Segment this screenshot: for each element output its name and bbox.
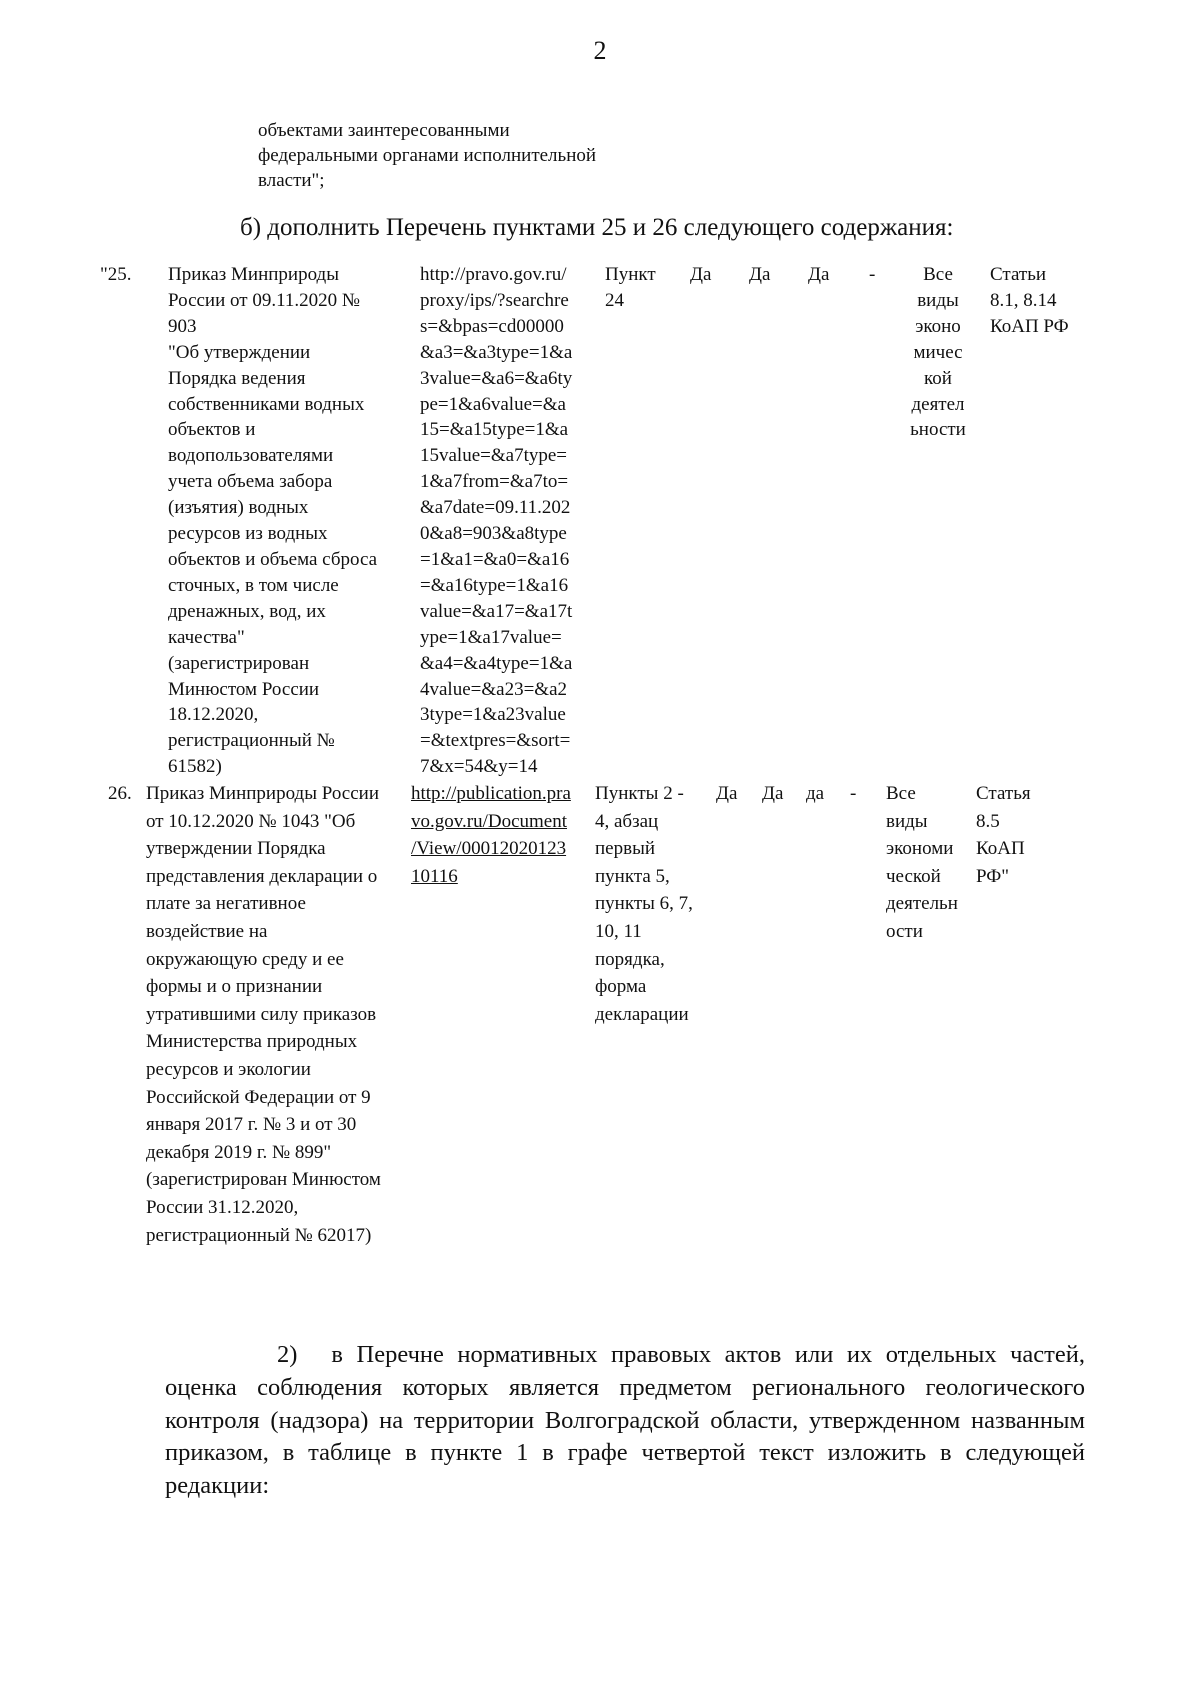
act-link[interactable]: http://pravo.gov.ru/ proxy/ips/?searchre s=&bpas=cd00000 &a3=&a3type=1&a 3value=&a6=&a6ty pe=1&a6value=&a 15=&a15type=1&a 15value=&a7type= 1&a7from=&a7to= &a7date=09.11.202 0&a8=903&a8type =1&a1=&a0=&a16 =&a16type=1&a16 value=&a17=&a17t ype=1&a17value= &a4=&a4type=1&a 4value=&a23=&a2 3type=1&a23value =&textpres=&sort= 7&x=54&y=14 — [420, 264, 573, 778]
applies-yes-2: Да — [762, 783, 784, 804]
clause-reference: Пункт 24 — [605, 264, 656, 311]
row-number: "25. — [100, 264, 132, 285]
act-title: Приказ Минприроды России от 10.12.2020 № 1043 "Об утверждении Порядка представления декларации о плате за негативное воздействие на окружающую среду и ее формы и о признании утратившими силу приказов Министерства природных ресурсов и экологии Российской Федерации от 9 января 2017 г. № 3 и от 30 декабря 2019 г. № 899" (зарегистрирован Минюстом России 31.12.2020, регистрационный № 62017) — [146, 783, 381, 1246]
clause-reference: Пункты 2 - 4, абзац первый пункта 5, пункты 6, 7, 10, 11 порядка, форма декларации — [595, 783, 693, 1025]
act-link[interactable]: http://publication.pra vo.gov.ru/Document /View/00012020123 10116 — [411, 783, 571, 887]
subheading: б) дополнить Перечень пунктами 25 и 26 следующего содержания: — [240, 214, 954, 241]
dash-cell: - — [850, 783, 857, 804]
row-number: 26. — [108, 783, 132, 804]
dash-cell: - — [869, 264, 876, 285]
intro-line: объектами заинтересованными — [258, 120, 510, 141]
paragraph-number: 2) — [277, 1341, 298, 1368]
paragraph-text: в Перечне нормативных правовых актов или их отдельных частей, оценка соблюдения которых является предметом регионального геологического контроля (надзора) на территории Волгоградской области, утвержденном названным приказом, в таблице в пункте 1 в графе четвертой текст изложить в следующей редакции: — [165, 1341, 1085, 1500]
koap-articles: Статьи 8.1, 8.14 КоАП РФ — [990, 264, 1069, 337]
act-title: Приказ Минприроды России от 09.11.2020 № 903 "Об утверждении Порядка ведения собственниками водных объектов и водопользователями учета объема забора (изъятия) водных ресурсов из водных объектов и объема сброса сточных, в том числе дренажных, вод, их качества" (зарегистрирован Минюстом России 18.12.2020, регистрационный № 61582) — [168, 264, 378, 778]
applies-yes-3: Да — [808, 264, 830, 285]
page-number: 2 — [593, 36, 607, 65]
applies-yes-2: Да — [749, 264, 771, 285]
activity-types: Все виды эконо мичес кой деятел ьности — [910, 264, 966, 441]
activity-types: Все виды экономи ческой деятельн ости — [886, 783, 958, 942]
applies-yes-3: да — [806, 783, 825, 804]
intro-line: власти"; — [258, 170, 325, 191]
applies-yes-1: Да — [690, 264, 712, 285]
applies-yes-1: Да — [716, 783, 738, 804]
intro-line: федеральными органами исполнительной — [258, 145, 597, 166]
intro-text — [258, 118, 678, 193]
koap-articles: Статья 8.5 КоАП РФ" — [976, 783, 1031, 887]
amendment-paragraph — [165, 1339, 1085, 1503]
